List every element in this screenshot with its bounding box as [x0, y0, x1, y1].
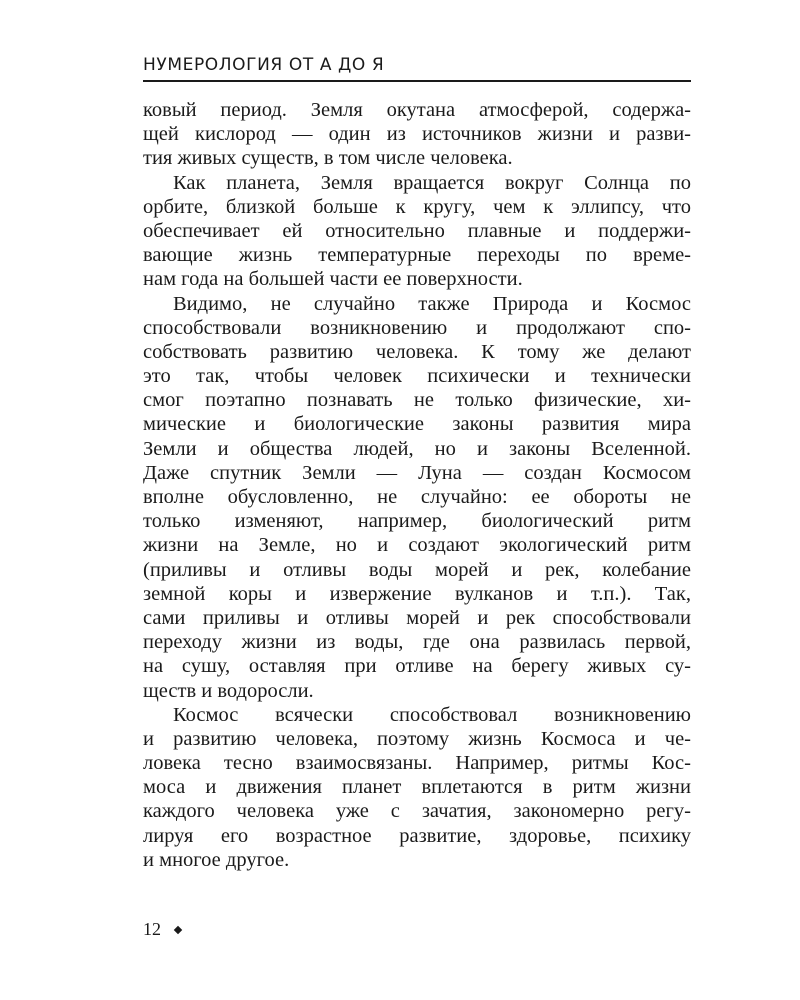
text-line: орбите, близкой больше к кругу, чем к эллипсу, что	[143, 195, 691, 218]
text-line: мические и биологические законы развития мира	[143, 413, 691, 436]
paragraph	[143, 171, 691, 292]
header-rule	[143, 80, 691, 82]
paragraph	[143, 292, 691, 703]
text-line: способствовали возникновению и продолжают спо-	[143, 316, 691, 339]
text-line: щей кислород — один из источников жизни и разви-	[143, 123, 691, 146]
text-line: земной коры и извержение вулканов и т.п.). Так,	[143, 582, 691, 605]
page-footer	[143, 918, 181, 940]
paragraph	[143, 98, 691, 171]
text-line: только изменяют, например, биологический ритм	[143, 510, 691, 533]
text-line: собствовать развитию человека. К тому же делают	[143, 340, 691, 363]
text-line: сами приливы и отливы морей и рек способствовали	[143, 606, 691, 629]
text-line: вполне обусловленно, не случайно: ее обороты не	[143, 486, 691, 508]
page-number: 12	[143, 919, 161, 939]
text-line: моса и движения планет вплетаются в ритм жизни	[143, 776, 691, 799]
book-title: НУМЕРОЛОГИЯ ОТ А ДО Я	[143, 55, 385, 75]
text-line: смог поэтапно познавать не только физические, хи-	[143, 389, 691, 412]
text-line: вающие жизнь температурные переходы по време-	[143, 244, 691, 267]
text-line: и развитию человека, поэтому жизнь Космоса и че-	[143, 727, 691, 750]
text-line: ловека тесно взаимосвязаны. Например, ритмы Кос-	[143, 752, 691, 775]
text-line: нам года на большей части ее поверхности.	[143, 268, 523, 291]
diamond-icon	[174, 926, 182, 934]
paragraph	[143, 703, 691, 872]
text-line: ществ и водоросли.	[143, 679, 314, 702]
text-line: Видимо, не случайно также Природа и Космос	[173, 292, 691, 315]
text-line: ковый период. Земля окутана атмосферой, содержа-	[143, 99, 691, 121]
text-line: Космос всячески способствовал возникновению	[173, 703, 691, 726]
running-head	[143, 52, 691, 82]
text-line: это так, чтобы человек психически и технически	[143, 365, 691, 388]
text-line: Даже спутник Земли — Луна — создан Космосом	[143, 461, 691, 484]
text-line: переходу жизни из воды, где она развилась первой,	[143, 631, 691, 654]
text-line: обеспечивает ей относительно плавные и поддержи-	[143, 219, 691, 242]
text-line: жизни на Земле, но и создают экологический ритм	[143, 534, 691, 557]
text-line: тия живых существ, в том числе человека.	[143, 147, 513, 170]
body-text	[143, 98, 691, 872]
text-line: лируя его возрастное развитие, здоровье, психику	[143, 824, 691, 847]
text-line: Земли и общества людей, но и законы Вселенной.	[143, 437, 691, 460]
text-line: на сушу, оставляя при отливе на берегу живых су-	[143, 655, 691, 678]
text-line: Как планета, Земля вращается вокруг Солнца по	[173, 171, 691, 194]
text-line: каждого человека уже с зачатия, закономерно регу-	[143, 800, 691, 823]
text-line: и многое другое.	[143, 848, 290, 871]
text-line: (приливы и отливы воды морей и рек, колебание	[143, 558, 691, 581]
